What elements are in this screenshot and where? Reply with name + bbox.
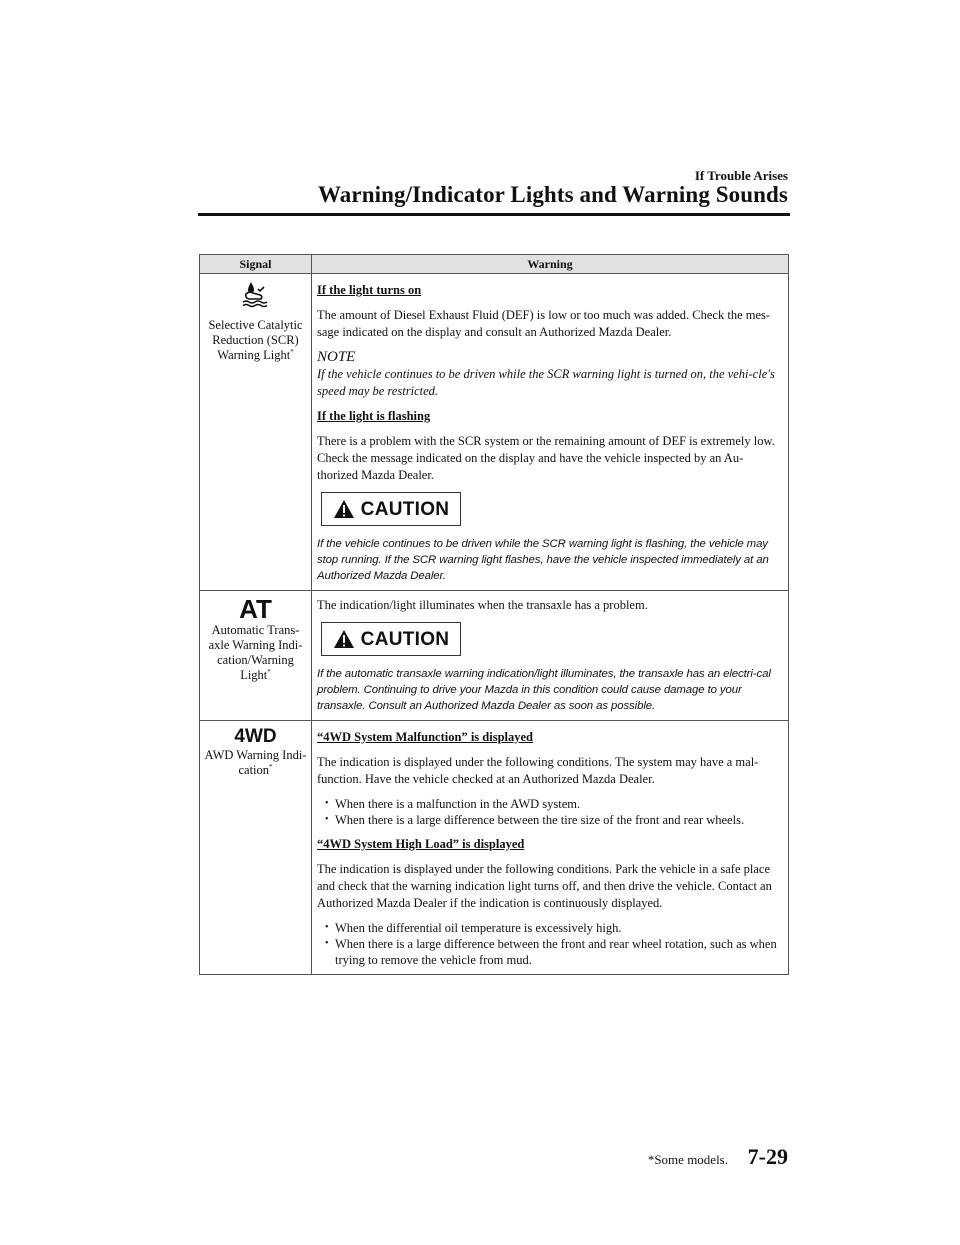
paragraph: The indication is displayed under the following conditions. The system may have a mal-function. Have the vehicle checked at an Authorized Mazda Dealer. bbox=[317, 755, 759, 786]
section-label: If Trouble Arises bbox=[694, 168, 788, 183]
paragraph: There is a problem with the SCR system or the remaining amount of DEF is extremely low. Check the message indicated on the display and have the vehicle inspected by an Au-thorized Mazda Dealer. bbox=[317, 434, 775, 482]
column-header-signal: Signal bbox=[200, 255, 312, 274]
warning-triangle-icon bbox=[333, 629, 355, 649]
warning-cell bbox=[312, 591, 789, 721]
caution-label: CAUTION bbox=[360, 498, 450, 520]
signal-name: Selective Catalytic Reduction (SCR) Warning Light* bbox=[208, 318, 303, 362]
list-item: • When there is a malfunction in the AWD system. bbox=[325, 796, 782, 812]
paragraph: The amount of Diesel Exhaust Fluid (DEF) is low or too much was added. Check the mes-sage indicated on the display and consult an Authorized Mazda Dealer. bbox=[317, 308, 771, 339]
sub-heading: “4WD System High Load” is displayed bbox=[317, 837, 525, 851]
table-row bbox=[200, 591, 789, 721]
list-item: • When there is a large difference between the tire size of the front and rear wheels. bbox=[325, 812, 782, 828]
caution-text: If the automatic transaxle warning indication/light illuminates, the transaxle has an electri-cal problem. Continuing to drive your Mazda in this condition could cause damage to your transaxle. Consult an Authorized Mazda Dealer as soon as possible. bbox=[317, 668, 771, 712]
page-title: Warning/Indicator Lights and Warning Sounds bbox=[317, 182, 788, 207]
signal-cell bbox=[200, 591, 312, 721]
caution-label: CAUTION bbox=[360, 628, 450, 650]
table-header-row bbox=[200, 255, 789, 274]
warning-cell bbox=[312, 274, 789, 591]
signal-name: AWD Warning Indi-cation* bbox=[204, 748, 307, 777]
sub-heading: If the light turns on bbox=[317, 283, 422, 297]
warning-table bbox=[199, 254, 789, 975]
at-warning-icon: AT bbox=[239, 594, 272, 624]
table-row bbox=[200, 274, 789, 591]
note-text: If the vehicle continues to be driven while the SCR warning light is turned on, the vehi-cle's speed may be restricted. bbox=[317, 367, 775, 398]
sub-heading: If the light is flashing bbox=[317, 409, 431, 423]
list-item: • When the differential oil temperature is excessively high. bbox=[325, 920, 782, 936]
sub-heading: “4WD System Malfunction” is displayed bbox=[317, 730, 533, 744]
paragraph: The indication/light illuminates when the transaxle has a problem. bbox=[317, 598, 648, 612]
title-rule bbox=[198, 213, 790, 216]
bullet-list bbox=[317, 796, 782, 828]
caution-text: If the vehicle continues to be driven while the SCR warning light is flashing, the vehicle may stop running. If the SCR warning light flashes, have the vehicle inspected immediately at an Authorized Mazda Dealer. bbox=[317, 538, 769, 582]
table-row bbox=[200, 721, 789, 975]
signal-name: Automatic Trans-axle Warning Indi-cation/Warning Light* bbox=[208, 623, 303, 682]
list-item: • When there is a large difference between the front and rear wheel rotation, such as when trying to remove the vehicle from mud. bbox=[325, 936, 782, 968]
bullet-list bbox=[317, 920, 782, 968]
scr-warning-icon bbox=[241, 280, 271, 312]
signal-cell bbox=[200, 721, 312, 975]
column-header-warning: Warning bbox=[312, 255, 789, 274]
warning-triangle-icon bbox=[333, 499, 355, 519]
caution-box bbox=[321, 622, 461, 656]
caution-box bbox=[321, 492, 461, 526]
4wd-warning-icon: 4WD bbox=[234, 726, 277, 747]
signal-cell bbox=[200, 274, 312, 591]
warning-cell bbox=[312, 721, 789, 975]
page-number: 7-29 bbox=[747, 1144, 788, 1169]
note-label: NOTE bbox=[317, 349, 356, 365]
paragraph: The indication is displayed under the following conditions. Park the vehicle in a safe place and check that the warning indication light turns off, and then drive the vehicle. Contact an Authorized Mazda Dealer if the indication is continuously displayed. bbox=[317, 862, 772, 910]
footnote: *Some models. bbox=[647, 1152, 728, 1167]
